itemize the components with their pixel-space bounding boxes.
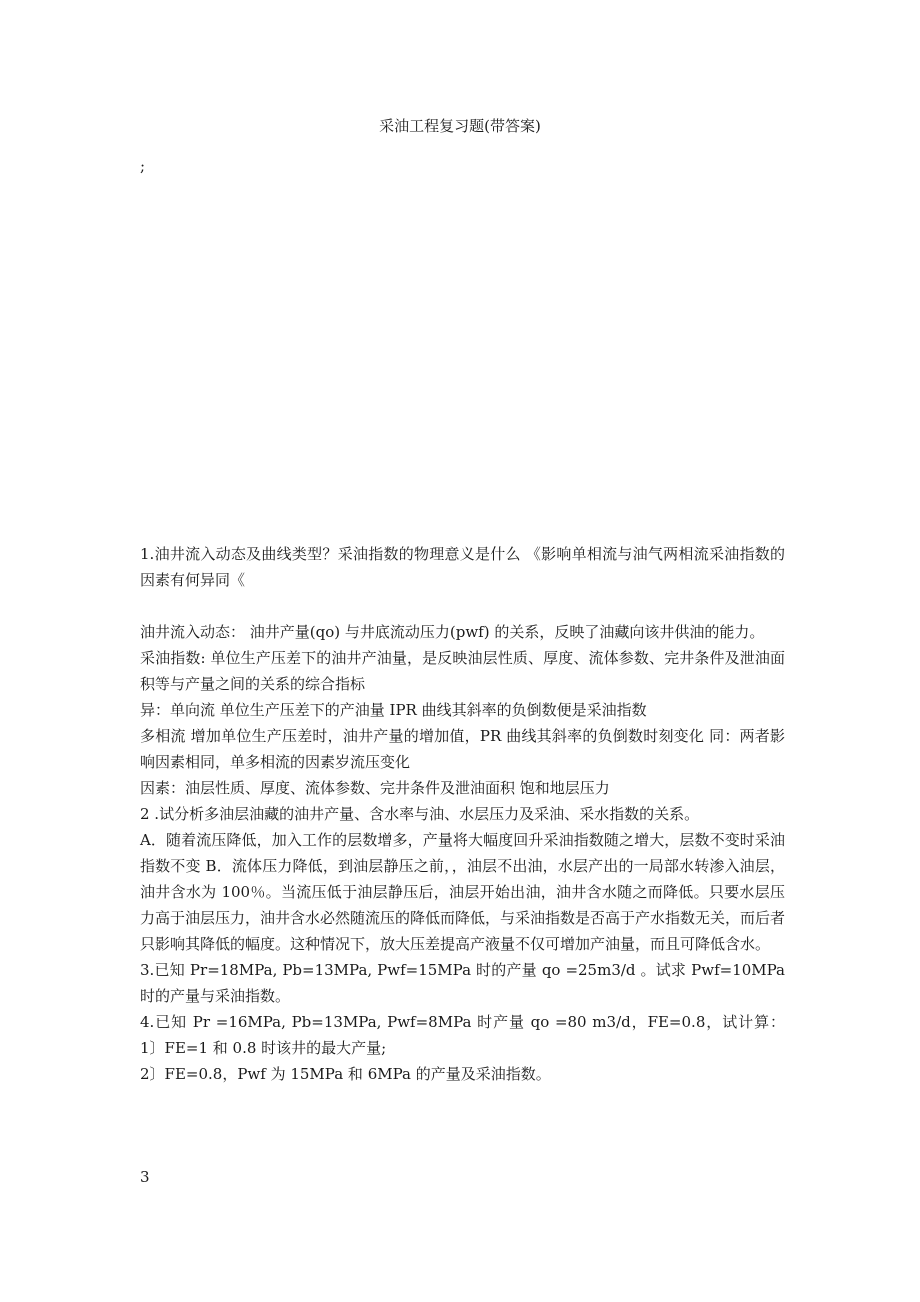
question-4-part-1: 4.已知 Pr =16MPa, Pb=13MPa, Pwf=8MPa 时产量 qo =80 m3/d，FE=0.8，试计算： 1〕FE=1 和 0.8 时该井的最大产量; [140, 1013, 785, 1057]
answer-multiphase-and-similarity: 多相流 增加单位生产压差时，油井产量的增加值，PR 曲线其斜率的负倒数时刻变化 同：两者影响因素相同，单多相流的因素岁流压变化 [140, 727, 785, 771]
answer-inflow-performance: 油井流入动态： 油井产量(qo) 与井底流动压力(pwf) 的关系，反映了油藏向该井供油的能力。 [140, 623, 765, 641]
answer-productivity-index: 采油指数: 单位生产压差下的油井产油量，是反映油层性质、厚度、流体参数、完井条件及泄油面积等与产量之间的关系的综合指标 [140, 649, 785, 693]
document-title: 采油工程复习题(带答案) [379, 117, 541, 135]
separator-mark: ; [140, 157, 146, 175]
question-3: 3.已知 Pr=18MPa, Pb=13MPa, Pwf=15MPa 时的产量 qo =25m3/d 。试求 Pwf=10MPa 时的产量与采油指数。 [140, 961, 785, 1005]
question-4-part-2: 2〕FE=0.8，Pwf 为 15MPa 和 6MPa 的产量及采油指数。 [140, 1065, 551, 1083]
question-2: 2 .试分析多油层油藏的油井产量、含水率与油、水层压力及采油、采水指数的关系。 [140, 805, 700, 823]
answer-factors: 因素：油层性质、厚度、流体参数、完井条件及泄油面积 饱和地层压力 [140, 779, 610, 797]
question-1: 1.油井流入动态及曲线类型？采油指数的物理意义是什么 《影响单相流与油气两相流采油指数的因素有何异同《 [140, 545, 785, 589]
answer-difference-single-phase: 异：单向流 单位生产压差下的产油量 IPR 曲线其斜率的负倒数便是采油指数 [140, 701, 647, 719]
page-number: 3 [140, 1168, 150, 1186]
answer-question-2: A．随着流压降低，加入工作的层数增多，产量将大幅度回升采油指数随之增大，层数不变时采油指数不变 B．流体压力降低，到油层静压之前，，油层不出油，水层产出的一局部水转渗入油层，油井含水为 100％。当流压低于油层静压后，油层开始出油，油井含水随之而降低。只要水层压力高于油层压力，油井含水必然随流压的降低而降低，与采油指数是否高于产水指数无关，而后者只影响其降低的幅度。这种情况下，放大压差提高产液量不仅可增加产油量，而且可降低含水。 [140, 831, 786, 953]
document-body [140, 541, 785, 1087]
